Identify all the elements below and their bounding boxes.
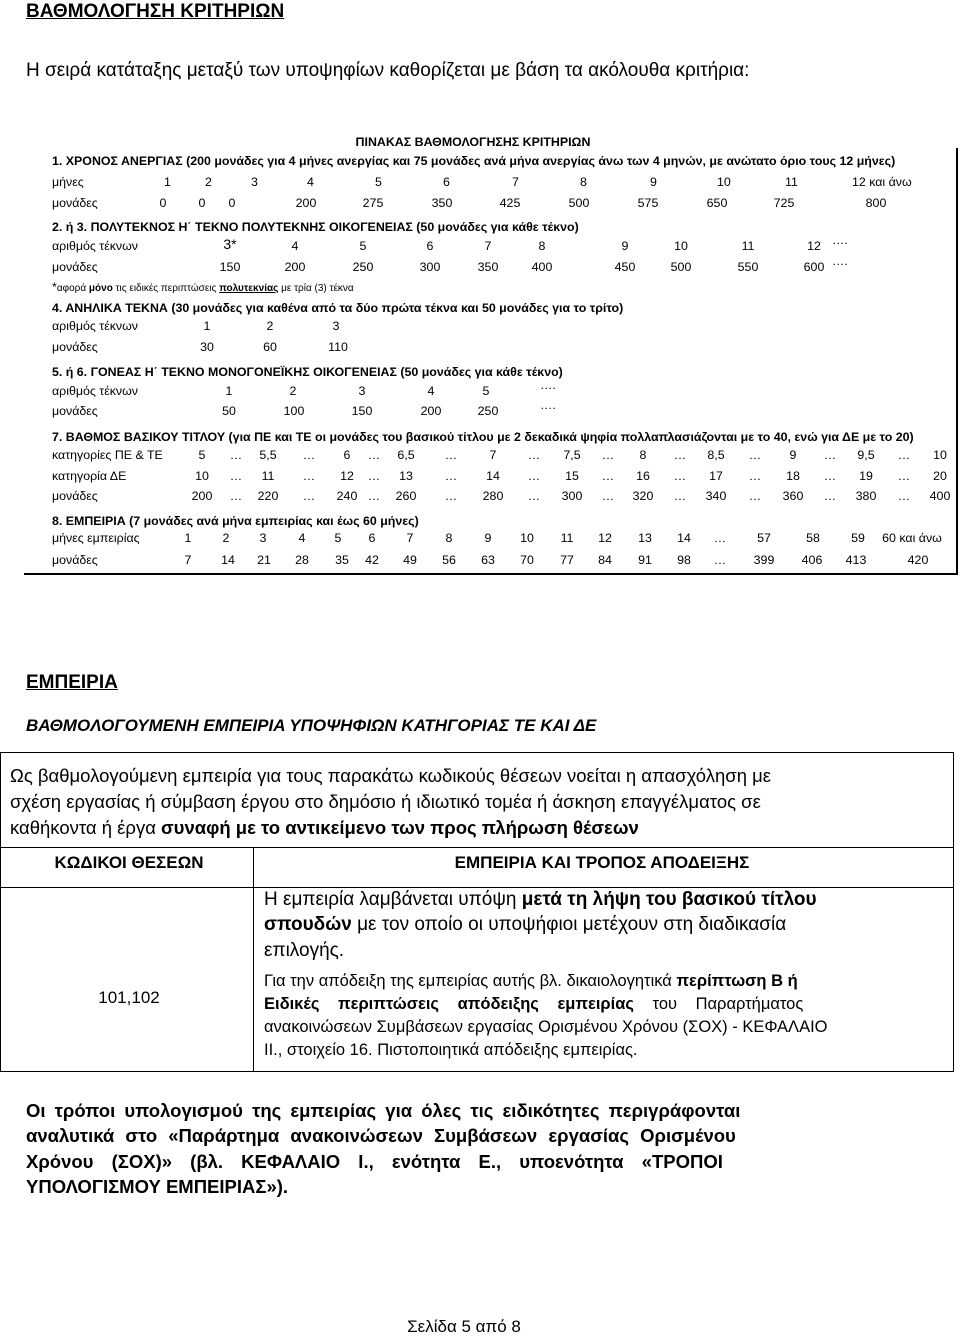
- exp-intro-line-1: Ως βαθμολογούμενη εμπειρία για τους παρακάτω κωδικούς θέσεων νοείται η απασχόληση με: [10, 765, 772, 786]
- table-cell: 406: [801, 553, 823, 567]
- table-title: ΠΙΝΑΚΑΣ ΒΑΘΜΟΛΟΓΗΣΗΣ ΚΡΙΤΗΡΙΩΝ: [355, 135, 591, 149]
- page-title: ΒΑΘΜΟΛΟΓΗΣΗ ΚΡΙΤΗΡΙΩΝ: [26, 1, 285, 22]
- table-cell: 14: [486, 469, 500, 483]
- table-cell: 260: [395, 489, 417, 503]
- ellipsis-separator: …: [601, 448, 615, 462]
- table-cell: 5: [359, 239, 367, 253]
- table-cell: 6: [368, 531, 376, 545]
- table-cell: 10: [674, 239, 688, 253]
- methods-line-1: Οι τρόποι υπολογισμού της εμπειρίας για όλες τις ειδικότητες περιγράφονται: [26, 1100, 741, 1121]
- table-cell: 77: [560, 553, 574, 567]
- table-cell: 14: [677, 531, 691, 545]
- ellipsis-separator: …: [444, 448, 458, 462]
- table-cell: 450: [614, 260, 636, 274]
- ellipsis-separator: …: [229, 469, 243, 483]
- table-cell: 11: [785, 175, 798, 189]
- table-cell: 425: [499, 196, 521, 210]
- ellipsis-separator: …: [444, 489, 458, 503]
- ellipsis-separator: …: [527, 448, 541, 462]
- intro-text: Η σειρά κατάταξης μεταξύ των υποψηφίων καθορίζεται με βάση τα ακόλουθα κριτήρια:: [26, 60, 750, 81]
- section-7-heading: 7. ΒΑΘΜΟΣ ΒΑΣΙΚΟΥ ΤΙΤΛΟΥ (για ΠΕ και ΤΕ οι μονάδες του βασικού τίτλου με 2 δεκαδικά ψηφία πολλαπλασιάζονται με το 40, ενώ για ΔΕ με το 20): [52, 430, 914, 444]
- s1-label-months: μήνες: [52, 175, 84, 189]
- table-cell: 200: [191, 489, 213, 503]
- table-cell: 340: [705, 489, 727, 503]
- exp-para2-line2: Ειδικές περιπτώσεις απόδειξης εμπειρίας του Παραρτήματος: [264, 995, 804, 1013]
- table-cell: 400: [531, 260, 553, 274]
- table-cell: 7: [184, 553, 192, 567]
- table-cell: 5: [334, 531, 342, 545]
- table-cell: 1: [203, 319, 211, 333]
- table-cell: 6: [343, 448, 351, 462]
- s5-label-children: αριθμός τέκνων: [52, 384, 138, 398]
- table-cell: 6: [443, 175, 450, 189]
- table-cell: 413: [845, 553, 867, 567]
- table-cell: 70: [520, 553, 534, 567]
- table-cell: 10: [195, 469, 209, 483]
- table-cell: 250: [352, 260, 374, 274]
- table-cell: 10: [933, 448, 947, 462]
- table-cell: 4: [427, 384, 435, 398]
- ellipsis-separator: …: [302, 469, 316, 483]
- methods-line-4: ΥΠΟΛΟΓΙΣΜΟΥ ΕΜΠΕΙΡΙΑΣ»).: [26, 1176, 289, 1197]
- ellipsis-separator: …: [601, 469, 615, 483]
- table-cell: 2: [266, 319, 274, 333]
- table-cell: 8: [580, 175, 587, 189]
- table-cell: 200: [295, 196, 317, 210]
- table-cell: 8: [639, 448, 647, 462]
- table-cell: 7: [484, 239, 492, 253]
- table-cell: 300: [419, 260, 441, 274]
- s2-label-points: μονάδες: [52, 260, 98, 274]
- table-cell: 0: [198, 196, 206, 210]
- ellipsis-separator: …: [823, 489, 837, 503]
- table-cell: 58: [806, 531, 820, 545]
- table-cell: 50: [222, 404, 236, 418]
- ellipsis-separator: …: [367, 448, 381, 462]
- exp-para2-line3: ανακοινώσεων Συμβάσεων εργασίας Ορισμένου Χρόνου (ΣΟΧ) - ΚΕΦΑΛΑΙΟ: [264, 1018, 828, 1036]
- table-cell: 10: [520, 531, 534, 545]
- table-cell: 11: [560, 531, 574, 545]
- section-2-heading: 2. ή 3. ΠΟΛΥΤΕΚΝΟΣ Η΄ ΤΕΚΝΟ ΠΟΛΥΤΕΚΝΗΣ ΟΙΚΟΓΕΝΕΙΑΣ (50 μονάδες για κάθε τέκνο): [52, 220, 579, 234]
- table-cell: 11: [741, 239, 755, 253]
- table-cell: 12: [598, 531, 612, 545]
- table-cell: 240: [336, 489, 358, 503]
- table-cell: 399: [753, 553, 775, 567]
- table-cell: 300: [561, 489, 583, 503]
- ellipsis-separator: …: [823, 469, 837, 483]
- table-cell: 500: [568, 196, 590, 210]
- ellipsis-separator: …: [527, 489, 541, 503]
- exp-intro-line-2: σχέση εργασίας ή σύμβαση έργου στο δημόσιο ή ιδιωτικό τομέα ή άσκηση επαγγέλματος σε: [10, 791, 761, 812]
- table-cell: 200: [284, 260, 306, 274]
- exp-para1-line2: σπουδών με τον οποίο οι υποψήφιοι μετέχουν στη διαδικασία: [264, 914, 787, 935]
- s7-label-pe-te: κατηγορίες ΠΕ & ΤΕ: [52, 448, 163, 462]
- exp-intro-line-3: καθήκοντα ή έργα συναφή με το αντικείμενο των προς πλήρωση θέσεων: [10, 817, 639, 838]
- table-cell: 550: [737, 260, 759, 274]
- table-cell: 360: [782, 489, 804, 503]
- exp-para2-line4: ΙΙ., στοιχείο 16. Πιστοποιητικά απόδειξης εμπειρίας.: [264, 1041, 638, 1059]
- table-cell: 9,5: [857, 448, 875, 462]
- table-cell: 20: [933, 469, 947, 483]
- section-8-heading: 8. ΕΜΠΕΙΡΙΑ (7 μονάδες ανά μήνα εμπειρίας και έως 60 μήνες): [52, 514, 419, 528]
- table-cell: 7: [489, 448, 497, 462]
- ellipsis-separator: …: [673, 489, 687, 503]
- table-cell: 19: [859, 469, 873, 483]
- table-cell: 14: [221, 553, 235, 567]
- table-cell: 500: [670, 260, 692, 274]
- table-cell: …: [713, 531, 727, 545]
- ellipsis-separator: …: [302, 448, 316, 462]
- table-cell: …: [713, 553, 727, 567]
- table-cell: 13: [399, 469, 413, 483]
- table-cell: 150: [219, 260, 241, 274]
- col-header-codes: ΚΩΔΙΚΟΙ ΘΕΣΕΩΝ: [54, 853, 204, 872]
- s5-label-points: μονάδες: [52, 404, 98, 418]
- position-codes: 101,102: [98, 988, 160, 1007]
- s5-ellipsis-b: ….: [540, 398, 556, 412]
- table-cell: 275: [362, 196, 384, 210]
- table-cell: 1: [225, 384, 233, 398]
- table-cell: 600: [803, 260, 825, 274]
- table-cell: 110: [328, 340, 348, 354]
- ellipsis-separator: …: [601, 489, 615, 503]
- table-cell: 200: [420, 404, 442, 418]
- table-cell: 16: [636, 469, 650, 483]
- s2-footnote: *αφορά μόνο τις ειδικές περιπτώσεις πολυτεκνίας με τρία (3) τέκνα: [52, 280, 354, 294]
- s7-label-de: κατηγορία ΔΕ: [52, 469, 127, 483]
- table-cell: 5: [375, 175, 382, 189]
- table-cell: 725: [773, 196, 795, 210]
- s5-ellipsis-a: ….: [540, 378, 556, 392]
- ellipsis-separator: …: [229, 448, 243, 462]
- exp-para1-line3: επιλογής.: [264, 940, 345, 961]
- table-cell: 4: [291, 239, 299, 253]
- table-cell: 7: [512, 175, 519, 189]
- table-cell: 9: [621, 239, 629, 253]
- table-cell: 0: [159, 196, 167, 210]
- table-cell: 320: [632, 489, 654, 503]
- table-cell: 42: [365, 553, 379, 567]
- ellipsis-separator: …: [897, 469, 911, 483]
- table-cell: 4: [298, 531, 306, 545]
- table-cell: 8: [538, 239, 546, 253]
- table-cell: 21: [257, 553, 271, 567]
- ellipsis-separator: …: [673, 469, 687, 483]
- table-cell: 12 και άνω: [852, 175, 912, 189]
- s2-ellipsis-b: ….: [832, 254, 848, 268]
- table-cell: 350: [477, 260, 499, 274]
- table-cell: 15: [565, 469, 579, 483]
- s8-label-months: μήνες εμπειρίας: [52, 531, 140, 545]
- table-cell: 575: [637, 196, 659, 210]
- s4-label-points: μονάδες: [52, 340, 98, 354]
- table-cell: 9: [789, 448, 797, 462]
- ellipsis-separator: …: [897, 489, 911, 503]
- experience-subheading: ΒΑΘΜΟΛΟΓΟΥΜΕΝΗ ΕΜΠΕΙΡΙΑ ΥΠΟΨΗΦΙΩΝ ΚΑΤΗΓΟΡΙΑΣ ΤΕ ΚΑΙ ΔΕ: [26, 716, 597, 735]
- table-cell: 57: [757, 531, 771, 545]
- ellipsis-separator: …: [673, 448, 687, 462]
- table-cell: 3: [251, 175, 258, 189]
- section-1-heading: 1. ΧΡΟΝΟΣ ΑΝΕΡΓΙΑΣ (200 μονάδες για 4 μήνες ανεργίας και 75 μονάδες ανά μήνα ανεργίας άνω των 4 μηνών, με ανώτατο όριο τους 12 μήνες): [52, 154, 896, 168]
- table-cell: 12: [807, 239, 821, 253]
- ellipsis-separator: …: [367, 469, 381, 483]
- table-cell: 6,5: [397, 448, 415, 462]
- table-cell: 0: [228, 196, 236, 210]
- table-cell: 9: [650, 175, 657, 189]
- table-cell: 1: [184, 531, 192, 545]
- criteria-table: [24, 148, 958, 575]
- methods-line-2: αναλυτικά στο «Παράρτημα ανακοινώσεων Συμβάσεων εργασίας Ορισμένου: [26, 1125, 736, 1146]
- table-cell: 30: [200, 340, 214, 354]
- table-cell: 98: [677, 553, 691, 567]
- section-5-heading: 5. ή 6. ΓΟΝΕΑΣ Η΄ ΤΕΚΝΟ ΜΟΝΟΓΟΝΕΪΚΗΣ ΟΙΚΟΓΕΝΕΙΑΣ (50 μονάδες για κάθε τέκνο): [52, 365, 563, 379]
- table-cell: 49: [403, 553, 417, 567]
- table-cell: 56: [442, 553, 456, 567]
- table-cell: 12: [340, 469, 354, 483]
- table-cell: 9: [484, 531, 492, 545]
- table-cell: 13: [638, 531, 652, 545]
- table-cell: 17: [709, 469, 723, 483]
- table-cell: 280: [482, 489, 504, 503]
- s8-label-points: μονάδες: [52, 553, 98, 567]
- ellipsis-separator: …: [527, 469, 541, 483]
- ellipsis-separator: …: [229, 489, 243, 503]
- col-header-experience: ΕΜΠΕΙΡΙΑ ΚΑΙ ΤΡΟΠΟΣ ΑΠΟΔΕΙΞΗΣ: [454, 853, 750, 872]
- s1-label-points: μονάδες: [52, 196, 98, 210]
- exp-para2-line1: Για την απόδειξη της εμπειρίας αυτής βλ. δικαιολογητικά περίπτωση Β ή: [264, 972, 798, 990]
- table-cell: 100: [283, 404, 305, 418]
- table-cell: 380: [855, 489, 877, 503]
- ellipsis-separator: …: [823, 448, 837, 462]
- methods-line-3: Χρόνου (ΣΟΧ)» (βλ. ΚΕΦΑΛΑΙΟ Ι., ενότητα Ε., υποενότητα «ΤΡΟΠΟΙ: [26, 1151, 723, 1172]
- ellipsis-separator: …: [748, 469, 762, 483]
- table-cell: 7: [406, 531, 414, 545]
- s4-label-children: αριθμός τέκνων: [52, 319, 138, 333]
- table-cell: 800: [865, 196, 887, 210]
- table-cell: 220: [257, 489, 279, 503]
- s7-label-points: μονάδες: [52, 489, 98, 503]
- table-cell: 60: [263, 340, 277, 354]
- table-cell: 2: [205, 175, 212, 189]
- table-cell: 350: [431, 196, 453, 210]
- table-cell: 59: [851, 531, 865, 545]
- table-cell: 11: [261, 469, 275, 483]
- table-cell: 6: [426, 239, 434, 253]
- table-cell: 63: [481, 553, 495, 567]
- table-cell: 7,5: [563, 448, 581, 462]
- table-cell: 3: [332, 319, 340, 333]
- table-cell: 5: [482, 384, 490, 398]
- table-cell: 2: [289, 384, 297, 398]
- table-cell: 4: [307, 175, 314, 189]
- table-cell: 35: [335, 553, 349, 567]
- table-cell: 2: [222, 531, 230, 545]
- page-number: Σελίδα 5 από 8: [407, 1317, 521, 1336]
- s2-ellipsis-a: ….: [832, 233, 848, 247]
- table-cell: 18: [786, 469, 800, 483]
- table-cell: 28: [295, 553, 309, 567]
- table-cell: 10: [717, 175, 731, 189]
- exp-para1-line1: Η εμπειρία λαμβάνεται υπόψη μετά τη λήψη του βασικού τίτλου: [264, 889, 817, 910]
- table-cell: 650: [706, 196, 728, 210]
- table-cell: 3*: [223, 236, 237, 252]
- table-cell: 1: [164, 175, 171, 189]
- table-cell: 420: [907, 553, 929, 567]
- ellipsis-separator: …: [444, 469, 458, 483]
- table-cell: 3: [358, 384, 366, 398]
- ellipsis-separator: …: [748, 489, 762, 503]
- table-cell: 400: [929, 489, 951, 503]
- ellipsis-separator: …: [302, 489, 316, 503]
- table-cell: 150: [351, 404, 373, 418]
- table-cell: 8: [445, 531, 453, 545]
- table-cell: 8,5: [707, 448, 725, 462]
- table-cell: 3: [259, 531, 267, 545]
- ellipsis-separator: …: [748, 448, 762, 462]
- section-4-heading: 4. ΑΝΗΛΙΚΑ ΤΕΚΝΑ (30 μονάδες για καθένα από τα δύο πρώτα τέκνα και 50 μονάδες για το τρίτο): [52, 301, 624, 315]
- table-cell: 91: [638, 553, 652, 567]
- experience-heading: ΕΜΠΕΙΡΙΑ: [26, 672, 118, 693]
- table-cell: 5: [198, 448, 206, 462]
- table-cell: 5,5: [259, 448, 277, 462]
- table-cell: 84: [598, 553, 612, 567]
- ellipsis-separator: …: [897, 448, 911, 462]
- table-cell: 60 και άνω: [882, 531, 942, 545]
- table-cell: 250: [477, 404, 499, 418]
- s2-label-children: αριθμός τέκνων: [52, 239, 138, 253]
- ellipsis-separator: …: [367, 489, 381, 503]
